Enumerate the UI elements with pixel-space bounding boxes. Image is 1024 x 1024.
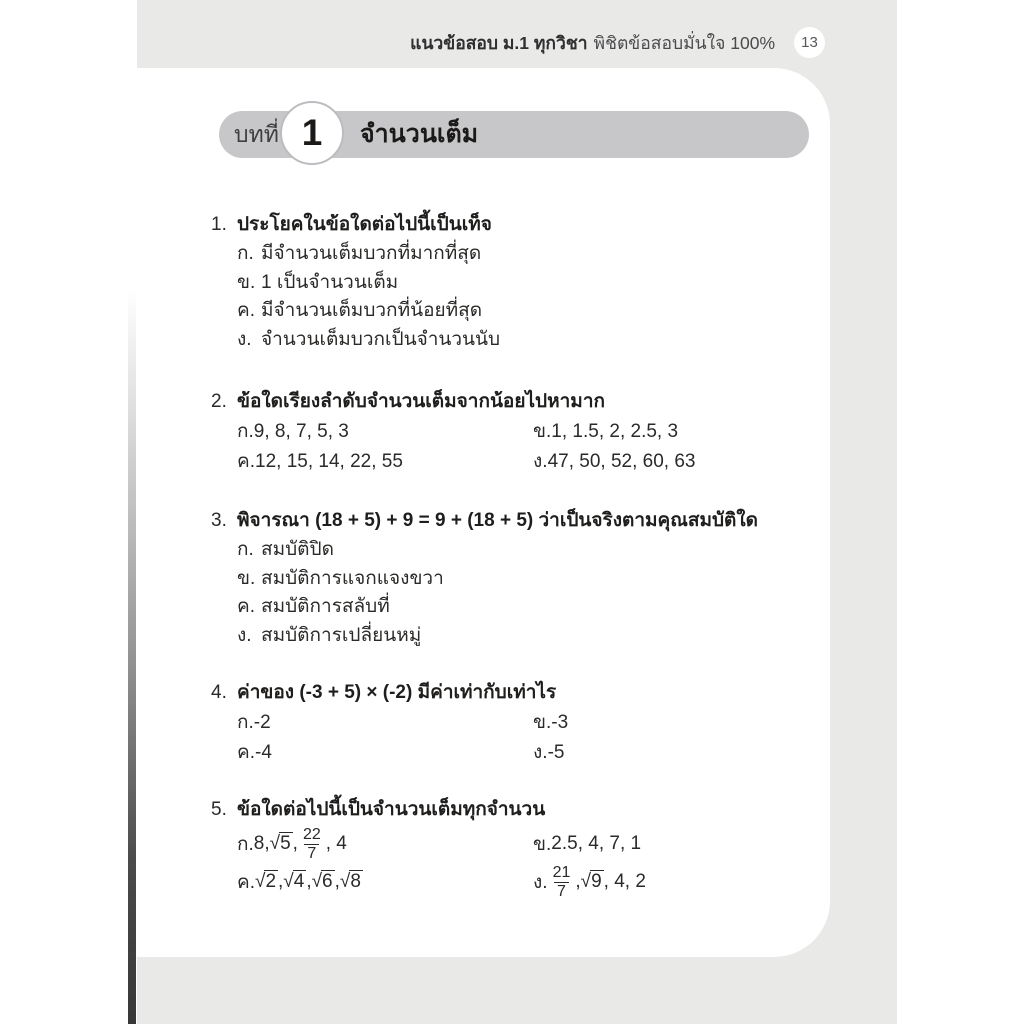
radical-sign: √ xyxy=(311,871,322,892)
option xyxy=(533,708,568,738)
option-text: -5 xyxy=(547,741,565,763)
option-row xyxy=(237,825,836,863)
question-number: 2. xyxy=(211,391,227,412)
option-row xyxy=(237,447,836,477)
option-label: ง. xyxy=(533,450,548,472)
fraction xyxy=(550,864,574,900)
option-label: ข. xyxy=(237,567,256,589)
option-label: ค. xyxy=(237,450,255,472)
header-subtitle: พิชิตข้อสอบมั่นใจ 100% xyxy=(593,33,775,53)
radicand: 4 xyxy=(293,871,305,892)
option-text: 12, 15, 14, 22, 55 xyxy=(255,450,403,472)
option-text: -2 xyxy=(253,712,271,733)
option-label: ง. xyxy=(533,741,548,763)
option-text: , xyxy=(575,871,581,892)
question-5 xyxy=(211,795,836,901)
option xyxy=(237,536,836,565)
option-text: 1 เป็นจำนวนเต็ม xyxy=(261,271,399,293)
radicand: 6 xyxy=(322,871,333,892)
denominator: 7 xyxy=(554,882,569,901)
option-text: 9, 8, 7, 5, 3 xyxy=(253,421,349,442)
option-text: 8, xyxy=(253,833,270,854)
option-label: ก. xyxy=(237,421,254,442)
option xyxy=(533,447,695,477)
option-label: ก. xyxy=(237,243,254,264)
option-text: , xyxy=(278,871,284,892)
option xyxy=(533,825,641,863)
numerator: 21 xyxy=(552,863,571,881)
option xyxy=(237,297,836,326)
option-label: ค. xyxy=(237,596,255,617)
question-head xyxy=(211,795,836,825)
question-1 xyxy=(211,210,836,354)
question-head xyxy=(211,387,836,417)
option-text: สมบัติการเปลี่ยนหมู่ xyxy=(261,624,422,646)
question-number: 5. xyxy=(211,799,227,820)
question-title: ค่าของ (-3 + 5) × (-2) มีค่าเท่ากับเท่าไร xyxy=(237,682,557,703)
option-label: ข. xyxy=(533,421,552,442)
option-text: , 4 xyxy=(325,833,347,854)
question-options xyxy=(237,536,836,650)
question-head xyxy=(211,506,836,536)
option-text: มีจำนวนเต็มบวกที่น้อยที่สุด xyxy=(261,300,483,321)
option xyxy=(237,593,836,622)
option xyxy=(237,863,533,901)
question-title: ประโยคในข้อใดต่อไปนี้เป็นเท็จ xyxy=(237,214,492,235)
option-label: ข. xyxy=(533,712,552,733)
option-label: ก. xyxy=(237,834,254,855)
question-number: 4. xyxy=(211,682,227,703)
option xyxy=(237,708,533,738)
question-options xyxy=(237,240,836,354)
option xyxy=(237,417,533,447)
option xyxy=(237,825,533,863)
option-label: ง. xyxy=(237,624,252,646)
denominator: 7 xyxy=(304,844,319,863)
radical-sign: √ xyxy=(255,871,265,892)
option-text: , xyxy=(306,871,312,892)
option-text: -4 xyxy=(255,741,272,763)
radicand: 2 xyxy=(265,871,277,892)
question-2 xyxy=(211,387,836,476)
option-row xyxy=(237,708,836,738)
option-label: ค. xyxy=(237,741,255,763)
option xyxy=(237,565,836,594)
option-text: มีจำนวนเต็มบวกที่มากที่สุด xyxy=(261,243,482,264)
option-row xyxy=(237,738,836,768)
option xyxy=(533,863,646,901)
question-title: ข้อใดเรียงลำดับจำนวนเต็มจากน้อยไปหามาก xyxy=(237,391,605,412)
option xyxy=(237,326,836,355)
sqrt-expression xyxy=(581,871,604,893)
option-label: ข. xyxy=(237,271,256,293)
question-options xyxy=(237,825,836,901)
question-options xyxy=(237,708,836,767)
option-text: 1, 1.5, 2, 2.5, 3 xyxy=(551,421,679,442)
radical-sign: √ xyxy=(339,871,350,892)
question-number: 3. xyxy=(211,510,227,531)
option xyxy=(533,738,564,768)
option-label: ข. xyxy=(533,834,552,855)
option-label: ค. xyxy=(237,872,255,893)
option-label: ก. xyxy=(237,539,254,560)
chapter-title: จำนวนเต็ม xyxy=(360,120,479,148)
question-title: ข้อใดต่อไปนี้เป็นจำนวนเต็มทุกจำนวน xyxy=(237,799,546,820)
fraction xyxy=(300,826,324,862)
option-label: ง. xyxy=(533,872,548,893)
question-head xyxy=(211,210,836,240)
sqrt-expression xyxy=(340,871,363,893)
questions xyxy=(211,0,836,1024)
radical-sign: √ xyxy=(283,871,293,892)
question-number: 1. xyxy=(211,214,227,235)
chapter-number: 1 xyxy=(301,112,323,153)
book-spine-shadow xyxy=(128,290,136,1024)
chapter-label: บทที่ xyxy=(234,121,279,147)
header-series-title: แนวข้อสอบ ม.1 ทุกวิชา xyxy=(410,33,588,53)
radicand: 9 xyxy=(591,871,602,892)
option-text: , 4, 2 xyxy=(603,871,646,892)
option xyxy=(237,738,533,768)
radical-sign: √ xyxy=(269,833,280,854)
numerator: 22 xyxy=(302,825,321,843)
option-text: สมบัติการสลับที่ xyxy=(261,596,390,617)
option xyxy=(237,240,836,269)
sqrt-expression xyxy=(283,871,306,893)
question-3 xyxy=(211,506,836,650)
option-label: ค. xyxy=(237,300,255,321)
option xyxy=(237,622,836,651)
option-label: ก. xyxy=(237,712,254,733)
option xyxy=(237,269,836,298)
option-label: ง. xyxy=(237,328,252,350)
option-text: -3 xyxy=(551,712,569,733)
question-head xyxy=(211,678,836,708)
option-text: , xyxy=(292,833,298,854)
option xyxy=(237,447,533,477)
option-text: สมบัติการแจกแจงขวา xyxy=(261,567,444,589)
option-text: สมบัติปิด xyxy=(261,539,334,560)
option-text: จำนวนเต็มบวกเป็นจำนวนนับ xyxy=(261,328,501,350)
sqrt-expression xyxy=(270,833,293,855)
radicand: 8 xyxy=(350,871,361,892)
page-number: 13 xyxy=(801,34,818,51)
option-text: , xyxy=(334,871,340,892)
option-text: 2.5, 4, 7, 1 xyxy=(551,833,642,854)
option-text: 47, 50, 52, 60, 63 xyxy=(547,450,696,472)
question-title: พิจารณา (18 + 5) + 9 = 9 + (18 + 5) ว่าเป็นจริงตามคุณสมบัติใด xyxy=(237,510,758,531)
sqrt-expression xyxy=(312,871,335,893)
radicand: 5 xyxy=(280,833,291,854)
question-4 xyxy=(211,678,836,767)
option-row xyxy=(237,863,836,901)
option xyxy=(533,417,678,447)
question-options xyxy=(237,417,836,476)
option-row xyxy=(237,417,836,447)
radical-sign: √ xyxy=(580,871,591,892)
sqrt-expression xyxy=(255,871,278,893)
